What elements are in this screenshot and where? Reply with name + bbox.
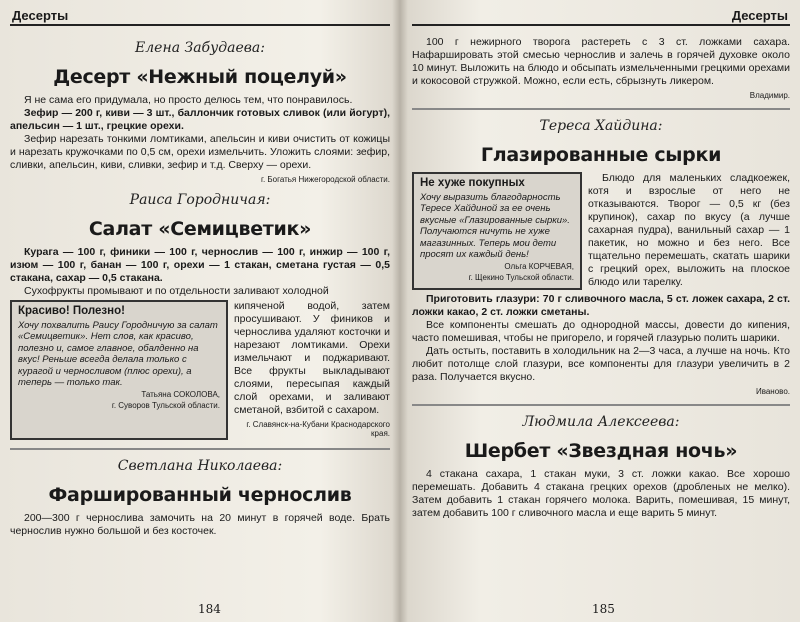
recipe-ingredients: Курага — 100 г, финики — 100 г, чернослив — 100 г, инжир — 100 г, изюм — 100 г, банан — 100 г, орехи — 1 стакан, сметана густая — 0,5 стакана, сахар — 0,5 стакана. [10,246,390,284]
recipe-text: 100 г нежирного творога растереть с 3 ст. ложками сахара. Нафаршировать этой смесью чернослив и залечь в горячей духовке около 10 минут. Выложить на блюдо и обсыпать измельченными грецкими орехами и кокосовой стружкой. Можно, если есть, сбрызнуть ликером. [412,36,790,87]
recipe-author: Светлана Николаева: [117,458,283,474]
letter-text: Хочу похвалить Раису Городничую за салат «Семицветик». Нет слов, как красиво, полезно и, самое главное, обалденно на вкус! Реньше всегда делала только с курагой и черносливом (плюс орехи), а теперь — только так. [18,319,218,388]
letter-name: Ольга КОРЧЕВАЯ, [504,261,574,271]
recipe-title: Шербет «Звездная ночь» [464,439,738,462]
recipe-title: Фаршированный чернослив [48,484,352,506]
letter-place: г. Щекино Тульской области. [468,273,574,282]
running-head: Десерты [412,8,790,26]
recipe-title: Салат «Семицветик» [88,218,312,240]
section-divider [412,404,790,406]
recipe-author: Елена Забудаева: [135,40,265,56]
recipe-author: Тереса Хайдина: [539,118,663,134]
recipe-title: Десерт «Нежный поцелуй» [53,66,347,88]
recipe-glaze-method: Дать остыть, поставить в холодильник на 2—3 часа, а лучше на ночь. Кто любит потолще слой глазури, все компоненты для глазури увеличить в 2 раза. Получается вкусно. [412,344,790,383]
letter-name: Татьяна СОКОЛОВА, [141,389,220,399]
recipe-text: 200—300 г чернослива замочить на 20 минут в горячей воде. Брать чернослив нужно большой и без косточек. [10,512,390,537]
right-page [412,8,790,616]
section-divider [412,108,790,110]
page-number: 185 [592,602,615,616]
recipe-title: Глазированные сырки [480,144,722,166]
page-number: 184 [198,602,221,616]
recipe-method: Зефир нарезать тонкими ломтиками, апельсин и киви очистить от кожицы и нарезать кружочками по 0,5 см, орехи измельчить. Уложить слоями: зефир, сливки, апельсин, киви, сливки, зефир и т.д. Сверху — орехи. [10,133,390,171]
running-head: Десерты [10,8,390,26]
letter-place: г. Суворов Тульской области. [111,401,220,410]
recipe-author: Раиса Городничая: [129,192,271,208]
recipe-glaze: Приготовить глазури: 70 г сливочного масла, 5 ст. ложек сахара, 2 ст. ложки какао, 2 ст. ложки сметаны. [412,292,790,318]
recipe-method: кипяченой водой, затем просушивают. У фиников и чернослива удаляют косточки и нарезают ломтиками. Орехи измельчают и поджаривают. Все фрукты выкладывают слоями, пересыпая каждый слой орехами, и заливают сметаной, взбитой с сахаром. [234,300,390,416]
recipe-method: Сухофрукты промывают и по отдельности заливают холодной [24,285,329,297]
left-page [10,8,390,616]
letter-heading: Не хуже покупных [420,177,525,189]
recipe-flow [10,300,390,440]
recipe-source: г. Богатья Нижегородской области. [261,175,390,184]
recipe-ingredients: Зефир — 200 г, киви — 3 шт., баллончик готовых сливок (или йогурт), апельсин — 1 шт., грецкие орехи. [10,107,390,132]
letter-text: Хочу выразить благодарность Тересе Хайдиной за ее очень вкусные «Глазированные сырки». Получаются ничуть не хуже магазинных. Теперь мои дети просят их каждый день! [420,191,570,260]
recipe-flow [412,172,790,290]
recipe-text: 4 стакана сахара, 1 стакан муки, 3 ст. ложки какао. Все хорошо перемешать. Добавить 4 стакана грецких орехов (дробленых не мелко). Затем добавить 1 стакан горячего молока. Варить, помешивая, 15 минут, затем добавить 100 г сливочного масла и еще варить 5 минут. [412,467,790,519]
recipe-source: Владимир. [749,91,790,100]
recipe-text: Блюдо для маленьких сладкоежек, котя и взрослые от него не отказываются. Творог — 0,5 кг (без крупинок), сахар по вкусу (а лучше сахарная пудра), ванильный сахар — 1 пакетик, но можно и без него. Все тщательно перемешать, скатать шарики с грецкий орех, выложить на плоское блюдо или тарелку. [588,172,790,288]
recipe-source: г. Славянск-на-Кубани Краснодарского края. [246,420,390,438]
reader-letter-box [10,300,228,440]
recipe-glaze-method: Все компоненты смешать до однородной массы, довести до кипения, часто помешивая, чтобы не пригорело, и горячей глазурью полить шарики. [412,318,790,344]
reader-letter-box [412,172,582,290]
recipe-intro: Я не сама его придумала, но просто делюсь тем, что понравилось. [24,94,353,106]
section-divider [10,448,390,450]
recipe-author: Людмила Алексеева: [522,413,680,430]
letter-heading: Красиво! Полезно! [18,305,125,317]
recipe-source: Иваново. [755,386,790,396]
